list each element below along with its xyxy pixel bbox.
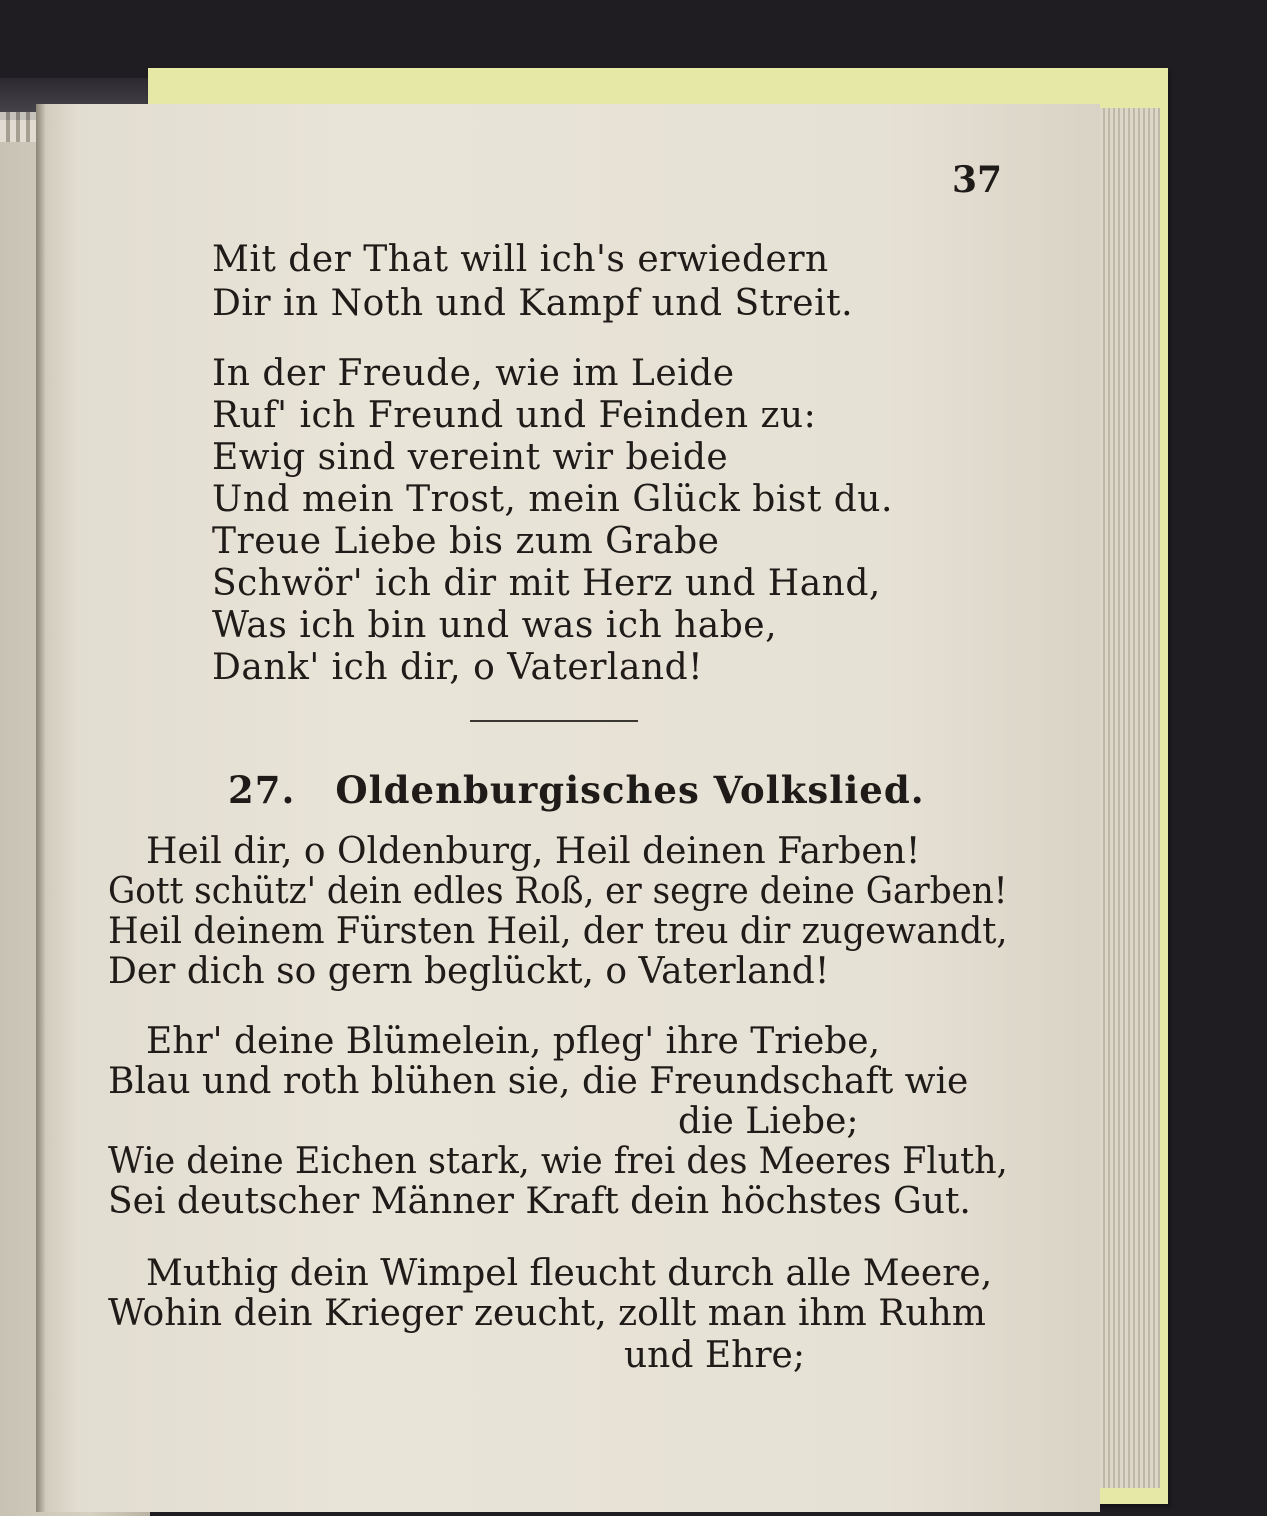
page-number: 37: [952, 159, 1003, 201]
stanza-2-line-1: In der Freude, wie im Leide: [212, 353, 735, 394]
verse-1-line-1: Heil dir, o Oldenburg, Heil deinen Farben!: [146, 831, 921, 872]
stanza-1-line-2: Dir in Noth und Kampf und Streit.: [212, 283, 854, 324]
stanza-2-line-2: Ruf' ich Freund und Feinden zu:: [212, 395, 817, 436]
verse-1-line-2: Gott schütz' dein edles Roß, er segre deine Garben!: [108, 871, 1008, 912]
verse-3-line-1: Muthig dein Wimpel fleucht durch alle Meere,: [146, 1253, 993, 1294]
verse-2-line-5: Sei deutscher Männer Kraft dein höchstes Gut.: [108, 1181, 971, 1222]
verse-3-line-2: Wohin dein Krieger zeucht, zollt man ihm Ruhm: [108, 1293, 986, 1334]
verse-2-line-4: Wie deine Eichen stark, wie frei des Meeres Fluth,: [108, 1141, 1008, 1182]
verse-1-line-4: Der dich so gern beglückt, o Vaterland!: [108, 951, 830, 992]
stanza-2-line-7: Was ich bin und was ich habe,: [212, 605, 778, 646]
stanza-1-line-1: Mit der That will ich's erwiedern: [212, 239, 829, 280]
stanza-2-line-3: Ewig sind vereint wir beide: [212, 437, 729, 478]
verse-1-line-3: Heil deinem Fürsten Heil, der treu dir zugewandt,: [108, 911, 1008, 952]
gutter-shadow: [36, 104, 46, 1512]
section-divider: [470, 720, 638, 722]
stanza-2-line-5: Treue Liebe bis zum Grabe: [212, 521, 720, 562]
verse-3-line-3: und Ehre;: [624, 1335, 805, 1376]
song-title: Oldenburgisches Volkslied.: [335, 768, 925, 812]
verse-2-line-2: Blau und roth blühen sie, die Freundschaft wie: [108, 1061, 969, 1102]
stanza-2-line-4: Und mein Trost, mein Glück bist du.: [212, 479, 893, 520]
stanza-2-line-8: Dank' ich dir, o Vaterland!: [212, 647, 704, 688]
song-heading: [228, 768, 925, 812]
verse-2-line-1: Ehr' deine Blümelein, pfleg' ihre Triebe,: [146, 1021, 881, 1062]
verse-2-line-3: die Liebe;: [678, 1101, 859, 1142]
stanza-2-line-6: Schwör' ich dir mit Herz und Hand,: [212, 563, 881, 604]
song-number: 27.: [228, 768, 296, 812]
